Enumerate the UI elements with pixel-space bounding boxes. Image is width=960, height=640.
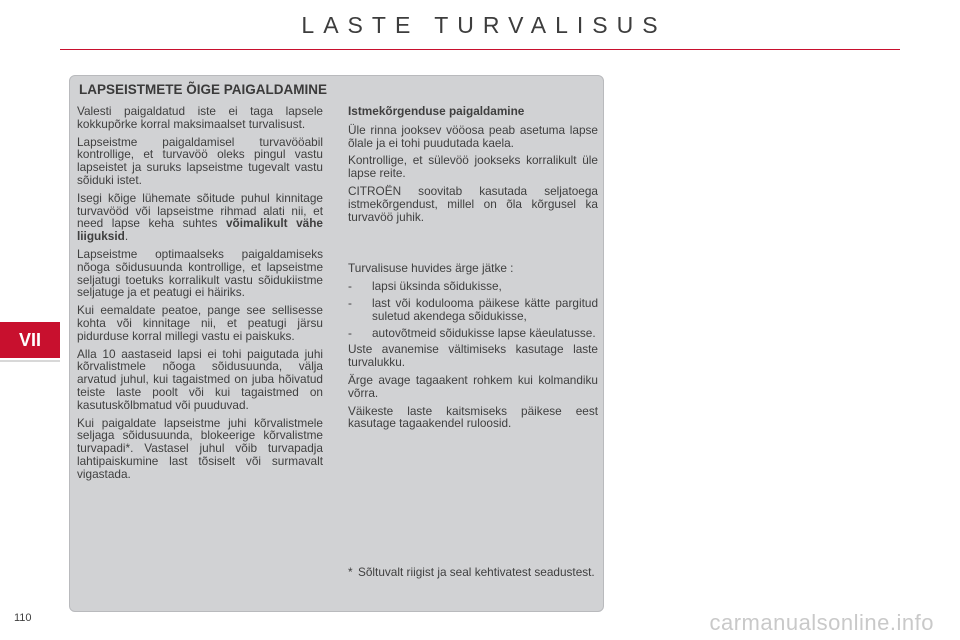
paragraph-text: Isegi kõige lühemate sõitude puhul kinnitage turvavööd või lapseistme rihmad alati nii, et need lapse keha suhtes [77, 190, 323, 231]
paragraph: Turvalisuse huvides ärge jätke : [348, 261, 514, 276]
paragraph: Üle rinna jooksev vööosa peab asetuma lapse õlale ja ei tohi puudutada kaela. [348, 122, 598, 150]
list-item-text: last või koduloomа päikese kätte pargitud suletud akendega sõidukisse, [372, 295, 598, 323]
paragraph-end: . [124, 229, 129, 244]
right-column [348, 105, 598, 435]
paragraph: Lapseistme paigaldamisel turvavööabil kontrollige, et turvavöö oleks pingul vastu lapseistet ja suruks lapseistme tugevalt vastu sõiduki istet. [77, 134, 323, 187]
spacer [348, 228, 598, 262]
paragraph: Kui eemaldate peatoe, pange see sellisesse kohta või kinnitage nii, et peatugi järsu pidurduse korral millegi vastu ei paiskuks. [77, 303, 323, 343]
footnote [348, 566, 598, 579]
paragraph [77, 192, 323, 243]
footnote-text: Sõltuvalt riigist ja seal kehtivatest seadustest. [358, 565, 595, 579]
paragraph: Alla 10 aastaseid lapsi ei tohi paigutada juhi kõrvalistmele nõoga sõidusuunda, välja arvatud juhul, kui tagaistmed on juba hõivatud teiste laste poolt või kui tagaistmed on kasutuskõlbmatud või puuduvad. [77, 346, 323, 412]
left-column [77, 105, 323, 486]
dash-marker: - [348, 295, 352, 310]
paragraph: Uste avanemise vältimiseks kasutage laste turvalukku. [348, 342, 598, 370]
list-item [348, 327, 598, 340]
paragraph: CITROËN soovitab kasutada seljatoega istmekõrgendust, millel on õla kõrgusel ka turvavöö juhik. [348, 183, 598, 224]
chapter-tab-shadow [0, 360, 60, 362]
chapter-tab[interactable]: VII [0, 322, 60, 358]
list-item-text: autovõtmeid sõidukisse lapse käeulatusse. [372, 325, 596, 340]
paragraph: Lapseistme optimaalseks paigaldamiseks nõoga sõidusuunda kontrollige, et lapseistme seljatugi toetuks korralikult vastu sõidukiistme seljatuge ja et peatugi ei häiriks. [77, 246, 323, 300]
watermark: carmanualsonline.info [709, 610, 934, 635]
paragraph: Väikeste laste kaitsmiseks päikese eest kasutage tagaakendel ruloosid. [348, 403, 598, 431]
dash-marker: - [348, 279, 352, 294]
page-title: LASTE TURVALISUS [301, 12, 667, 38]
footnote-marker: * [348, 565, 353, 579]
paragraph: Valesti paigaldatud iste ei taga lapsele kokkupõrke korral maksimaalset turvalisust. [77, 104, 323, 131]
list-item [348, 297, 598, 323]
page-number: 110 [14, 612, 32, 624]
paragraph: Kui paigaldate lapseistme juhi kõrvalistmele seljaga sõidusuunda, blokeerige kõrvalistme turvapadi*. Vastasel juhul võib turvapadja lahtipaiskumine last tõsiselt või surmavalt vigastada. [77, 415, 323, 481]
paragraph: Kontrollige, et sülevöö jookseks korralikult üle lapse reite. [348, 153, 598, 181]
title-divider [60, 49, 900, 50]
dash-marker: - [348, 325, 352, 340]
list-item [348, 280, 598, 293]
section-title: LAPSEISTMETE ÕIGE PAIGALDAMINE [79, 82, 328, 97]
paragraph: Ärge avage tagaakent rohkem kui kolmandiku võrra. [348, 372, 598, 400]
emphasis-text: võimalikult vähe liiguksid [77, 216, 323, 244]
subsection-heading: Istmekõrgenduse paigaldamine [348, 104, 525, 118]
list-item-text: lapsi üksinda sõidukisse, [372, 279, 502, 294]
